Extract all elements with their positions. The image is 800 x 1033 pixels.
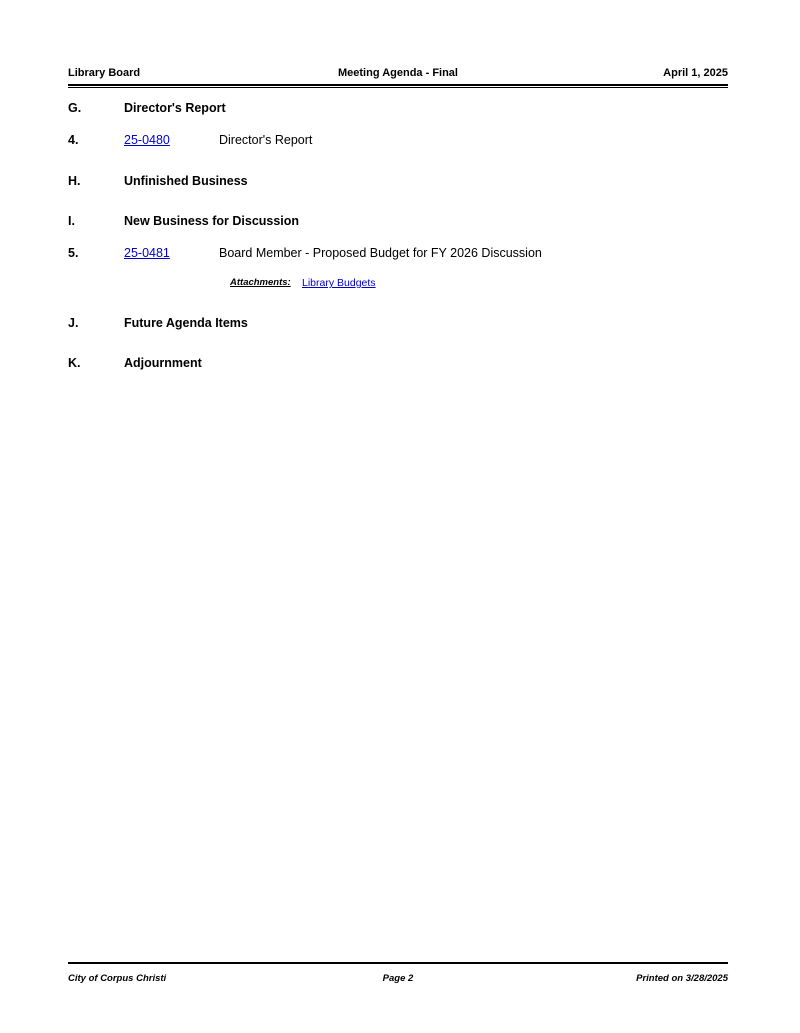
item-title-4: Director's Report <box>219 133 313 147</box>
page-header <box>68 66 728 84</box>
item-5-attachments-row <box>0 274 800 292</box>
attachments-label: Attachments: <box>230 277 291 288</box>
header-divider-thin-line <box>68 87 728 88</box>
header-meeting-date: April 1, 2025 <box>663 67 728 79</box>
item-file-link-5[interactable]: 25-0481 <box>124 246 170 260</box>
page-footer <box>68 972 728 988</box>
section-letter-k: K. <box>68 356 81 370</box>
header-board-name: Library Board <box>68 67 141 79</box>
attachment-link-library-budgets[interactable]: Library Budgets <box>302 277 376 289</box>
section-title-k: Adjournment <box>124 356 202 370</box>
spacer <box>0 231 800 243</box>
footer-divider <box>68 962 728 965</box>
section-letter-h: H. <box>68 174 81 188</box>
spacer <box>0 191 800 211</box>
section-letter-j: J. <box>68 316 79 330</box>
header-divider-thick-line <box>68 84 728 86</box>
agenda-content <box>0 98 800 373</box>
agenda-section-g <box>0 98 800 118</box>
item-number-5: 5. <box>68 246 79 260</box>
spacer <box>0 118 800 130</box>
agenda-section-j <box>0 313 800 333</box>
spacer <box>0 292 800 313</box>
agenda-section-k <box>0 353 800 373</box>
footer-organization: City of Corpus Christi <box>68 973 167 984</box>
footer-page-number: Page 2 <box>382 973 414 984</box>
section-title-j: Future Agenda Items <box>124 316 248 330</box>
item-file-link-4[interactable]: 25-0480 <box>124 133 170 147</box>
header-divider <box>68 84 728 88</box>
agenda-section-i <box>0 211 800 231</box>
section-title-h: Unfinished Business <box>124 174 248 188</box>
section-title-g: Director's Report <box>124 101 226 115</box>
footer-divider-thick-line <box>68 962 728 964</box>
section-title-i: New Business for Discussion <box>124 214 300 228</box>
spacer <box>0 150 800 171</box>
section-letter-i: I. <box>68 214 75 228</box>
item-title-5: Board Member - Proposed Budget for FY 2026 Discussion <box>219 246 542 260</box>
section-letter-g: G. <box>68 101 82 115</box>
item-number-4: 4. <box>68 133 79 147</box>
spacer <box>0 263 800 274</box>
agenda-section-h <box>0 171 800 191</box>
agenda-item-5 <box>0 243 800 263</box>
agenda-item-4 <box>0 130 800 150</box>
footer-printed-date: Printed on 3/28/2025 <box>636 973 728 984</box>
header-document-title: Meeting Agenda - Final <box>338 67 458 79</box>
spacer <box>0 333 800 353</box>
